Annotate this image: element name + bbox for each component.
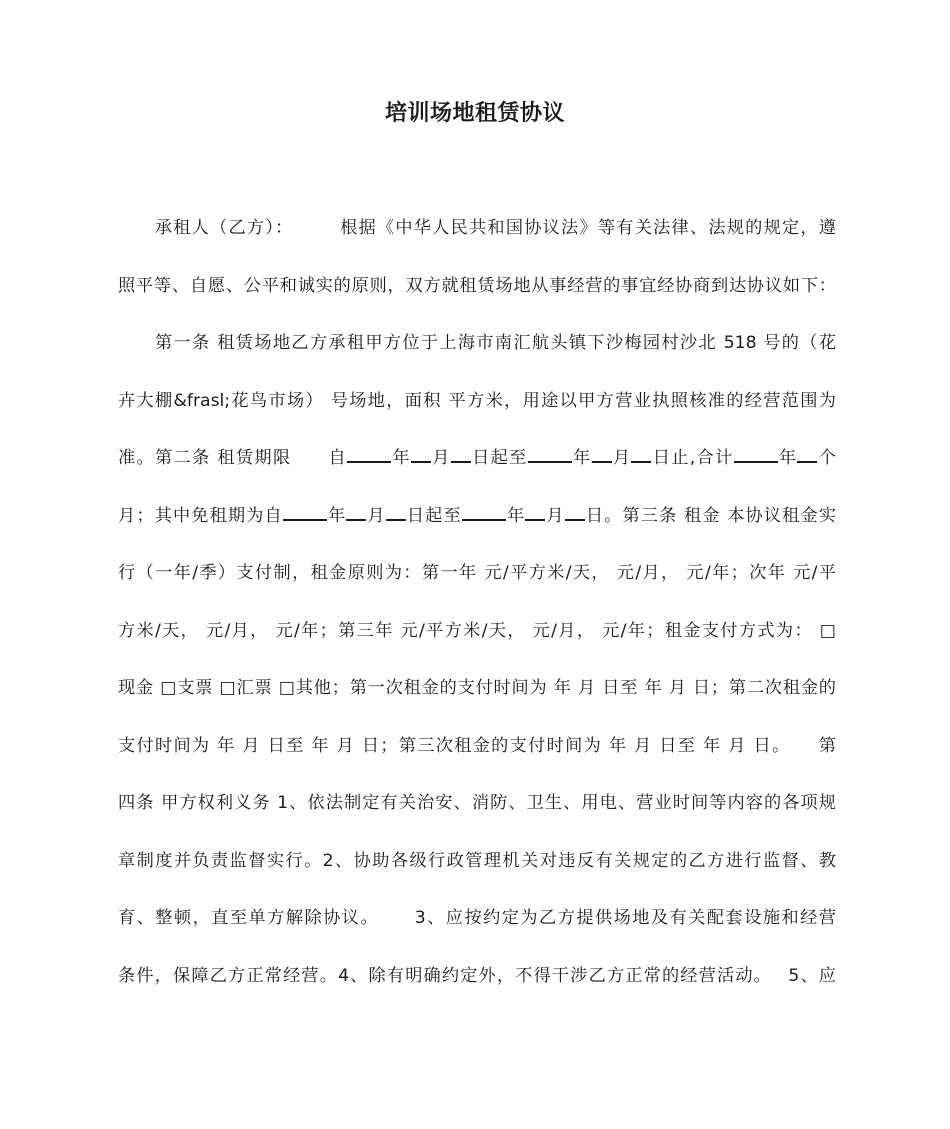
body-line-2: 照平等、自愿、公平和诚实的原则，双方就租赁场地从事经营的事宜经协商到达协议如下： xyxy=(118,275,836,296)
text-fragment: 月 xyxy=(366,505,386,526)
blank-field xyxy=(592,446,612,463)
text-fragment: 年 xyxy=(326,505,347,526)
text-fragment: 日起至 xyxy=(405,505,462,526)
blank-field xyxy=(565,504,585,521)
body-line-11: 四条 甲方权利义务 1、依法制定有关治安、消防、卫生、用电、营业时间等内容的各项规 xyxy=(118,793,836,813)
blank-field xyxy=(347,446,391,463)
body-line-9: 现金 □支票 □汇票 □其他；第一次租金的支付时间为 年 月 日至 年 月 日；第二次租金的 xyxy=(118,678,836,698)
text-fragment: 个 xyxy=(817,448,836,468)
rent-free-label: 月；其中免租期为自 xyxy=(118,505,283,526)
body-line-5 xyxy=(118,430,836,488)
text-fragment: 月 xyxy=(611,448,632,468)
text-fragment: 日止,合计 xyxy=(651,448,734,468)
body-line-7: 行（一年/季）支付制，租金原则为：第一年 元/平方米/天， 元/月， 元/年；次年 元/平 xyxy=(118,563,836,583)
blank-field xyxy=(734,446,778,463)
text-fragment: 日。第三条 租金 本协议租金实 xyxy=(584,505,836,526)
text-fragment: 年 xyxy=(777,448,798,468)
body-line-1: 承租人（乙方）： 根据《中华人民共和国协议法》等有关法律、法规的规定，遵 xyxy=(118,218,836,238)
agreement-body xyxy=(118,200,836,1005)
text-fragment: 日起至 xyxy=(470,448,528,468)
body-line-13: 育、整顿，直至单方解除协议。 3、应按约定为乙方提供场地及有关配套设施和经营 xyxy=(118,908,836,928)
blank-field xyxy=(346,504,366,521)
blank-field xyxy=(283,504,327,521)
blank-field xyxy=(386,504,406,521)
blank-field xyxy=(462,504,506,521)
document-title: 培训场地租赁协议 xyxy=(384,101,565,126)
lease-term-label: 准。第二条 租赁期限 自 xyxy=(118,448,348,468)
body-line-3: 第一条 租赁场地乙方承租甲方位于上海市南汇航头镇下沙梅园村沙北 518 号的（花 xyxy=(118,333,836,353)
body-line-4: 卉大棚&frasl;花鸟市场） 号场地，面积 平方米，用途以甲方营业执照核准的经营范围为 xyxy=(118,390,836,411)
blank-field xyxy=(411,446,431,463)
body-line-14: 条件，保障乙方正常经营。4、除有明确约定外，不得干涉乙方正常的经营活动。 5、应 xyxy=(118,965,836,986)
blank-field xyxy=(631,446,651,463)
blank-field xyxy=(797,446,817,463)
text-fragment: 月 xyxy=(545,505,565,526)
blank-field xyxy=(528,446,572,463)
body-line-10: 支付时间为 年 月 日至 年 月 日；第三次租金的支付时间为 年 月 日至 年 月 日。 第 xyxy=(118,735,836,756)
text-fragment: 月 xyxy=(430,448,451,468)
body-line-8: 方米/天， 元/月， 元/年；第三年 元/平方米/天， 元/月， 元/年；租金支付方式为： □ xyxy=(118,620,836,641)
text-fragment: 年 xyxy=(571,448,592,468)
blank-field xyxy=(525,504,545,521)
blank-field xyxy=(451,446,471,463)
text-fragment: 年 xyxy=(505,505,526,526)
body-line-12: 章制度并负责监督实行。2、协助各级行政管理机关对违反有关规定的乙方进行监督、教 xyxy=(118,850,836,871)
body-line-6 xyxy=(118,488,836,546)
text-fragment: 年 xyxy=(391,448,411,468)
